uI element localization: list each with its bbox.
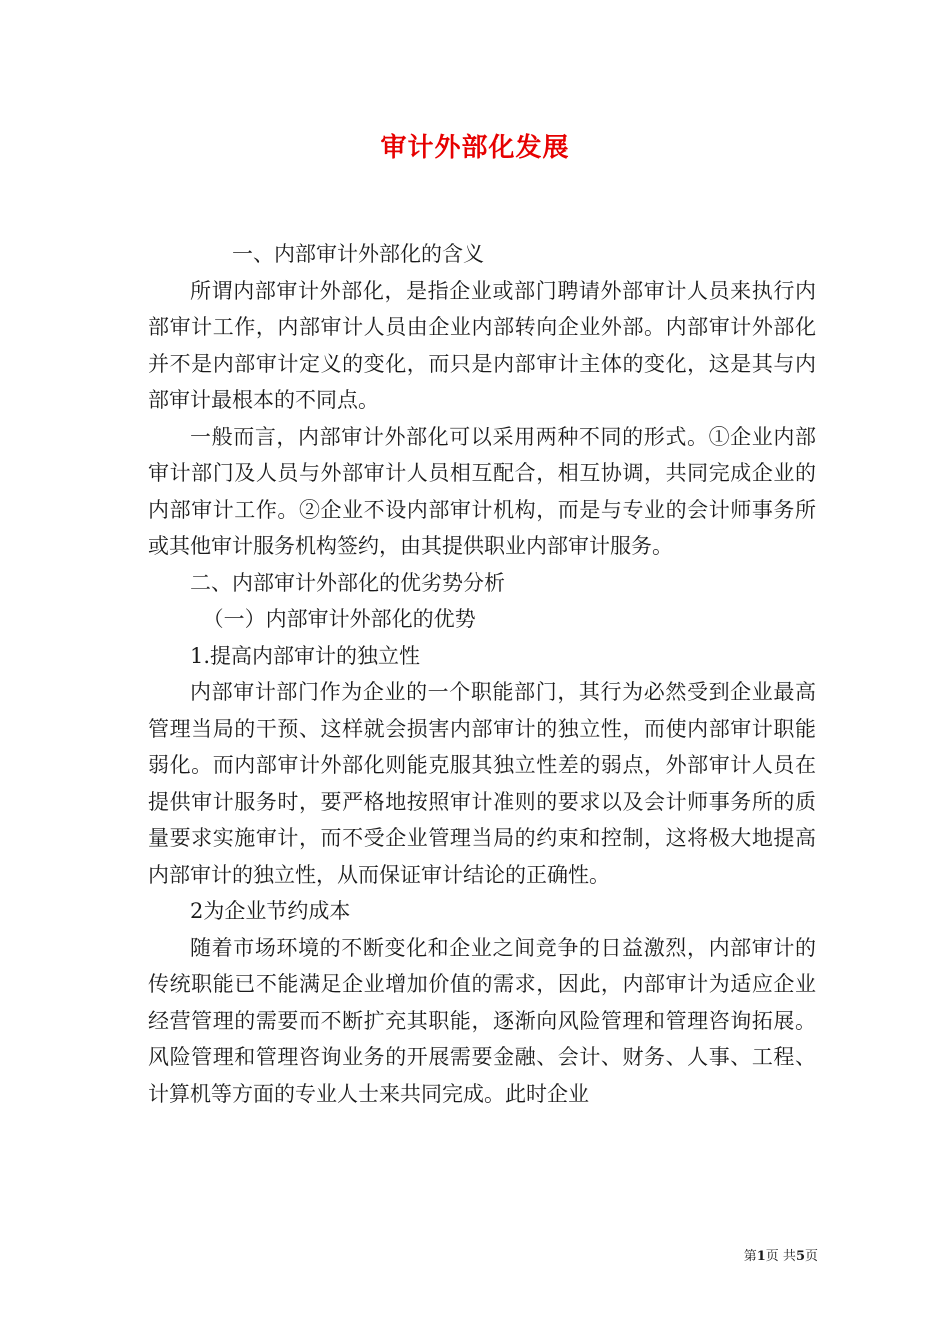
- footer-current-page: 1: [756, 1249, 766, 1264]
- paragraph-forms: 一般而言，内部审计外部化可以采用两种不同的形式。①企业内部审计部门及人员与外部审计人员相互配合，相互协调，共同完成企业的内部审计工作。②企业不设内部审计机构，而是与专业的会计师事务所或其他审计服务机构签约，由其提供职业内部审计服务。: [148, 424, 816, 558]
- point-heading-independence: 1.提高内部审计的独立性: [190, 643, 421, 668]
- document-title: 审计外部化发展: [380, 133, 570, 163]
- footer-prefix: 第: [743, 1249, 757, 1264]
- footer-middle: 页 共: [765, 1249, 796, 1264]
- page-number-footer: [708, 1248, 818, 1266]
- document-body: [148, 236, 816, 1112]
- footer-total-pages: 5: [795, 1249, 805, 1264]
- subsection-heading-advantages: （一）内部审计外部化的优势: [202, 607, 476, 631]
- point-heading-cost: 2为企业节约成本: [190, 899, 351, 923]
- footer-suffix: 页: [804, 1249, 818, 1264]
- section-heading-1: 一、内部审计外部化的含义: [232, 242, 484, 266]
- paragraph-independence: 内部审计部门作为企业的一个职能部门，其行为必然受到企业最高管理当局的干预、这样就会损害内部审计的独立性，而使内部审计职能弱化。而内部审计外部化则能克服其独立性差的弱点，外部审计人员在提供审计服务时，要严格地按照审计准则的要求以及会计师事务所的质量要求实施审计，而不受企业管理当局的约束和控制，这将极大地提高内部审计的独立性，从而保证审计结论的正确性。: [148, 680, 816, 887]
- section-heading-2: 二、内部审计外部化的优劣势分析: [190, 570, 505, 595]
- paragraph-cost: 随着市场环境的不断变化和企业之间竞争的日益激烈，内部审计的传统职能已不能满足企业增加价值的需求，因此，内部审计为适应企业经营管理的需要而不断扩充其职能，逐渐向风险管理和管理咨询拓展。风险管理和管理咨询业务的开展需要金融、会计、财务、人事、工程、计算机等方面的专业人士来共同完成。此时企业: [148, 935, 816, 1106]
- paragraph-definition: 所谓内部审计外部化，是指企业或部门聘请外部审计人员来执行内部审计工作，内部审计人员由企业内部转向企业外部。内部审计外部化并不是内部审计定义的变化，而只是内部审计主体的变化，这是其与内部审计最根本的不同点。: [148, 278, 816, 412]
